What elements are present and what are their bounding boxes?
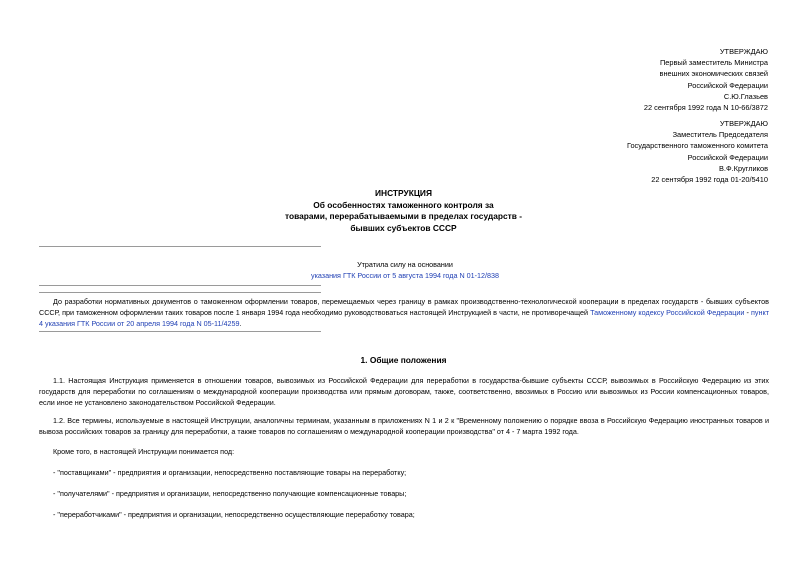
paragraph-text: 1.1. Настоящая Инструкция применяется в отношении товаров, вывозимых из Российской Федерации для переработки в государства-бывшие субъекты СССР, вывозимых в Российскую Федерацию из этих государств для переработки по соглашениям о международной кооперации производства или прямым договорам, также, соответственно, ввозимых в Россию или вывозимых из России компенсационных товаров, если иное не установлено законодательством Российской Федерации. xyxy=(39,376,769,407)
gtk-instruction-link[interactable]: пункт 4 указания ГТК России от 20 апреля 1994 года N 05-11/4259 xyxy=(39,308,769,328)
approval-line: 22 сентября 1992 года N 10-66/3872 xyxy=(643,103,768,113)
paragraph-1-1 xyxy=(39,375,769,408)
repeal-link[interactable]: указания ГТК России от 5 августа 1994 года N 01-12/838 xyxy=(310,271,500,280)
paragraph-text: - "переработчиками" - предприятия и организации, непосредственно осуществляющие переработку товара; xyxy=(53,510,415,519)
approval-line: Российской Федерации xyxy=(687,152,768,162)
approval-line: В.Ф.Кругликов xyxy=(718,163,768,173)
approval-line: УТВЕРЖДАЮ xyxy=(719,119,768,128)
title-line: Об особенностях таможенного контроля за xyxy=(313,199,494,210)
intro-end: . xyxy=(239,319,242,328)
section-heading: 1. Общие положения xyxy=(360,355,447,365)
repeal-text: Утратила силу на основании xyxy=(357,260,453,269)
divider xyxy=(39,292,321,293)
approval-line: Российской Федерации xyxy=(687,80,768,90)
paragraph-text: Кроме того, в настоящей Инструкции понимается под: xyxy=(53,447,235,456)
intro-separator: - xyxy=(744,308,752,317)
approval-line: С.Ю.Глазьев xyxy=(723,91,768,101)
paragraph-text: 1.2. Все термины, используемые в настоящей Инструкции, аналогичны терминам, указанным в приложениях N 1 и 2 к "Временному положению о порядке ввоза в Российскую Федерацию иностранных товаров и вывоза российских товаров за границу для переработки, а также товаров по соглашениям о международной кооперации производства" от 4 - 7 марта 1992 года. xyxy=(39,416,769,436)
intro-text: До разработки нормативных документов о таможенном оформлении товаров, перемещаемых через границу в рамках производственно-технологической кооперации в пределах государств - бывших субъектов СССР, при таможенном оформлении таких товаров после 1 января 1994 года необходимо руководствоваться настоящей Инструкцией в части, не противоречащей xyxy=(39,297,769,317)
repeal-note xyxy=(185,259,625,281)
intro-paragraph xyxy=(39,296,769,329)
divider xyxy=(39,331,321,332)
customs-code-link[interactable]: Таможенному кодексу Российской Федерации xyxy=(590,308,745,317)
approval-line: внешних экономических связей xyxy=(659,69,768,79)
paragraph-text: - "поставщиками" - предприятия и организации, непосредственно поставляющие товары на переработку; xyxy=(53,468,407,477)
approval-block-ministry xyxy=(644,46,768,113)
definition-item xyxy=(39,488,769,499)
paragraph-text: - "получателями" - предприятия и организации, непосредственно получающие компенсационные товары; xyxy=(53,489,407,498)
paragraph-1-2 xyxy=(39,415,769,437)
approval-line: УТВЕРЖДАЮ xyxy=(719,47,768,56)
approval-line: Заместитель Председателя xyxy=(672,130,768,140)
divider xyxy=(39,246,321,247)
approval-line: 22 сентября 1992 года 01-20/5410 xyxy=(651,175,768,185)
title-line: товарами, перерабатываемыми в пределах государств - xyxy=(284,211,523,221)
title-line: бывших субъектов СССР xyxy=(350,222,457,233)
definition-item xyxy=(39,509,769,520)
divider xyxy=(39,285,321,286)
title-line: ИНСТРУКЦИЯ xyxy=(375,188,432,198)
definition-item xyxy=(39,467,769,478)
approval-block-customs xyxy=(627,118,768,185)
document-title xyxy=(0,188,807,234)
paragraph-definitions-intro xyxy=(39,446,769,457)
approval-line: Государственного таможенного комитета xyxy=(626,141,768,151)
approval-line: Первый заместитель Министра xyxy=(659,58,768,68)
